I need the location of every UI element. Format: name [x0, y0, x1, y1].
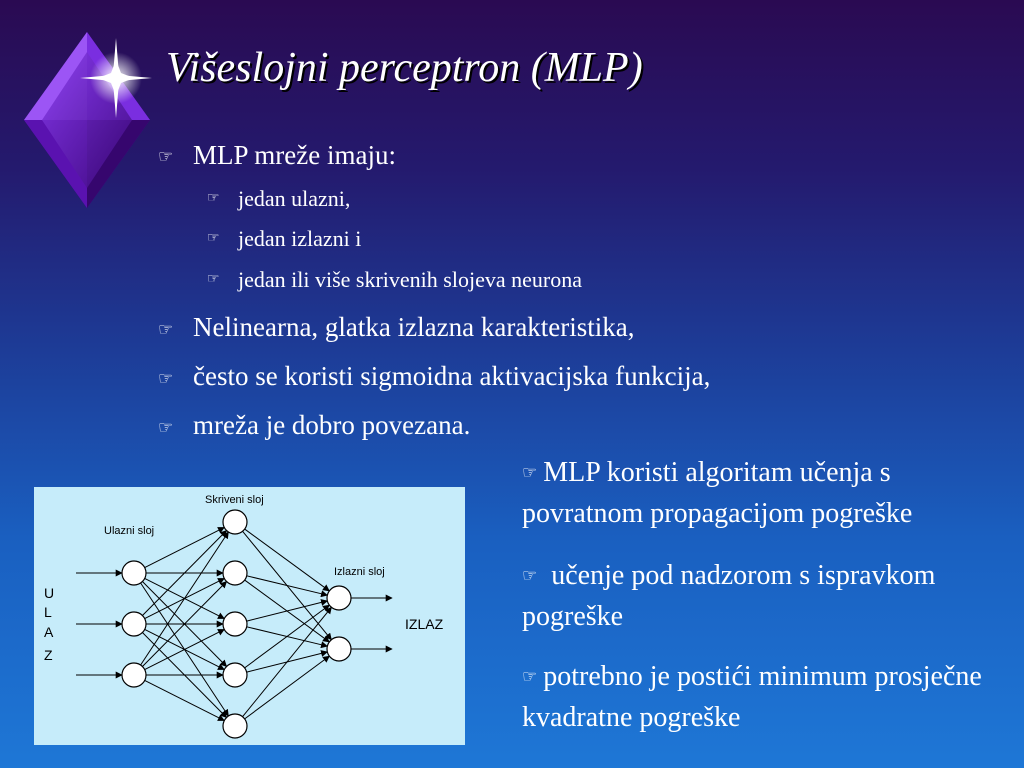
bullet-pointing-hand-icon: ☞	[158, 418, 174, 437]
bullet-pointing-hand-icon: ☞	[158, 369, 174, 388]
bullet-pointing-hand-icon: ☞	[158, 320, 174, 339]
bullet-text: mreža je dobro povezana.	[193, 410, 471, 440]
connection-arrow	[245, 529, 330, 591]
bullet-pointing-hand-icon: ☞	[522, 667, 538, 686]
hidden-neuron	[223, 663, 247, 687]
connection-arrow	[245, 605, 330, 668]
bullet-pointing-hand-icon: ☞	[522, 566, 538, 585]
connection-arrow	[245, 656, 330, 719]
output-neuron	[327, 637, 351, 661]
sub-bullet-text: jedan ili više skrivenih slojeva neurona	[238, 267, 582, 292]
right-bullet	[522, 452, 1012, 534]
bullet-text: često se koristi sigmoidna aktivacijska funkcija,	[193, 361, 711, 391]
right-bullet	[522, 555, 1012, 637]
input-neuron	[122, 663, 146, 687]
mlp-network-svg	[34, 487, 465, 745]
diamond-logo-icon	[22, 30, 152, 210]
right-bullet-text: učenje pod nadzorom s ispravkom pogreške	[522, 560, 936, 632]
right-bullet-text: potrebno je postići minimum prosječne kvadratne pogreške	[522, 661, 982, 733]
mlp-network-diagram	[34, 487, 465, 745]
connection-arrow	[141, 532, 229, 665]
connection-arrow	[145, 680, 225, 720]
hidden-neuron	[223, 510, 247, 534]
input-layer-label: Ulazni sloj	[104, 525, 155, 537]
input-neuron	[122, 612, 146, 636]
bullet-pointing-hand-icon: ☞	[522, 463, 538, 482]
hidden-layer-label: Skriveni sloj	[205, 494, 264, 506]
output-layer-label: Izlazni sloj	[334, 566, 385, 578]
hidden-neuron	[223, 612, 247, 636]
connection-arrow	[247, 576, 328, 595]
hidden-neuron	[223, 714, 247, 738]
bullet-text: Nelinearna, glatka izlazna karakteristika,	[193, 312, 635, 342]
connection-arrow	[145, 527, 225, 567]
sub-bullet-text: jedan izlazni i	[238, 226, 362, 251]
sub-bullet-pointing-hand-icon: ☞	[207, 191, 220, 206]
sub-bullet-text: jedan ulazni,	[238, 186, 351, 211]
bullet-pointing-hand-icon: ☞	[158, 147, 174, 166]
hidden-neuron	[223, 561, 247, 585]
sub-bullet-pointing-hand-icon: ☞	[207, 231, 220, 246]
connection-arrow	[247, 601, 328, 621]
slide-title: Višeslojni perceptron (MLP)	[166, 45, 643, 91]
input-side-letter: L	[44, 604, 52, 620]
bullet-text: MLP mreže imaju:	[193, 140, 396, 170]
connection-arrow	[243, 607, 332, 716]
output-side-label: IZLAZ	[405, 616, 444, 632]
input-side-letter: A	[44, 624, 54, 640]
sub-bullet-pointing-hand-icon: ☞	[207, 272, 220, 287]
right-bullet-text: MLP koristi algoritam učenja s povratnom propagacijom pogreške	[522, 457, 913, 529]
right-bullet	[522, 656, 1012, 738]
input-neuron	[122, 561, 146, 585]
input-side-letter: U	[44, 585, 55, 601]
output-neuron	[327, 586, 351, 610]
input-side-letter: Z	[44, 647, 53, 663]
